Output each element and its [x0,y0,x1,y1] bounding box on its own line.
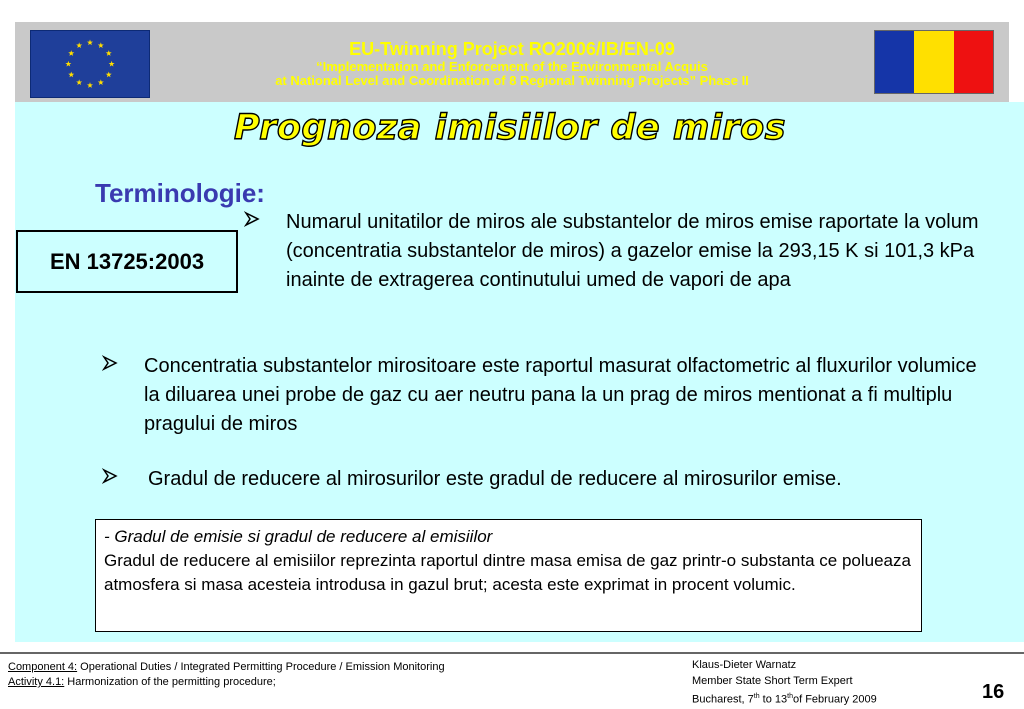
note-body: Gradul de reducere al emisiilor reprezinta raportul dintre masa emisa de gaz printr-o substanta ce polueaza atmosfera si masa acesteia introdusa in gazul brut; acesta este exprimat in procent volumic. [104,551,911,594]
slide-title: Prognoza imisiilor de miros [234,108,786,148]
footer-component-label: Component 4: [8,661,78,673]
footer-role: Member State Short Term Expert [692,675,853,687]
standard-label-box [16,230,238,293]
eu-flag-icon [30,30,150,98]
project-subtitle-line1: “Implementation and Enforcement of the Environmental Acquis [316,59,708,74]
footer-activity-text: Harmonization of the permitting procedure; [64,676,276,688]
footer-date-sup1: th [753,693,760,700]
header-text [160,38,864,88]
footer-component-text: Operational Duties / Integrated Permitting Procedure / Emission Monitoring [77,661,445,673]
bullet-item [102,465,1002,494]
arrow-bullet-icon [102,465,118,487]
standard-label: EN 13725:2003 [49,248,205,274]
bullet-text: Gradul de reducere al mirosurilor este gradul de reducere al mirosurilor emise. [148,468,842,490]
eu-star-icon [106,72,112,78]
footer-activity-label: Activity 4.1: [8,676,65,688]
eu-star-icon [106,50,112,56]
eu-star-icon [65,61,71,67]
eu-star-icon [68,72,74,78]
footer-activity-line [8,675,445,690]
footer-date-end: of February 2009 [792,693,877,706]
romania-flag-icon [874,30,994,94]
footer-author: Klaus-Dieter Warnatz [692,659,797,671]
romania-flag-yellow-stripe [914,31,953,93]
romania-flag-blue-stripe [875,31,914,93]
eu-star-icon [68,50,74,56]
footer-date [692,689,877,708]
eu-star-icon [109,61,115,67]
footer-date-sup2: th [787,693,793,700]
footer-component-line [8,660,445,675]
eu-star-icon [98,42,104,48]
footer-divider [0,652,1024,654]
section-heading: Terminologie: [95,178,265,208]
footer-date-place: Bucharest, 7 [692,693,754,706]
eu-star-icon [98,79,104,85]
project-title: EU-Twinning Project RO2006/IB/EN-09 [349,39,675,59]
footer-left [8,660,445,690]
eu-star-icon [76,42,82,48]
bullet-item [244,208,984,295]
footer-date-mid: to 13 [759,693,788,706]
eu-star-icon [87,82,93,88]
arrow-bullet-icon [244,208,260,230]
bullet-item [102,352,982,439]
eu-star-icon [76,79,82,85]
eu-star-icon [87,40,93,46]
page-number: 16 [982,681,1005,703]
note-title: - Gradul de emisie si gradul de reducere al emisiilor [104,527,493,546]
arrow-bullet-icon [102,352,118,374]
project-subtitle-line2: at National Level and Coordination of 8 Regional Twinning Projects” Phase II [275,73,749,88]
romania-flag-red-stripe [954,31,993,93]
footer-right [692,657,877,708]
note-box [95,519,922,632]
bullet-text: Numarul unitatilor de miros ale substantelor de miros emise raportate la volum (concentratia substantelor de miros) a gazelor emise la 293,15 K si 101,3 kPa inainte de extragerea continutului umed de vapori de apa [286,211,979,291]
bullet-text: Concentratia substantelor mirositoare este raportul masurat olfactometric al fluxurilor volumice la diluarea unei probe de gaz cu aer neutru pana la un prag de miros mentionat a fi multiplu pragului de miros [144,355,977,435]
